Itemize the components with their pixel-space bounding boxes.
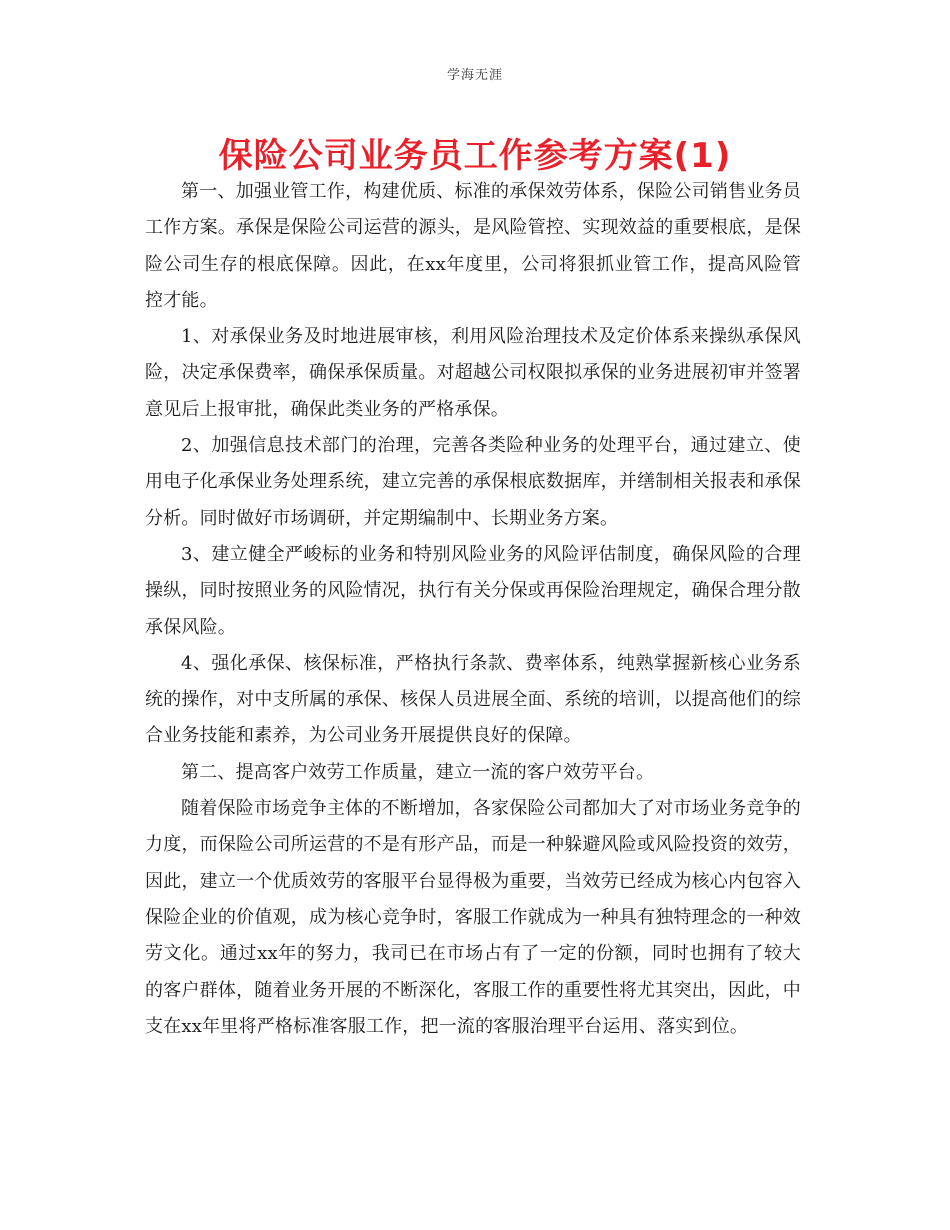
paragraph-item-1: 1、对承保业务及时地进展审核，利用风险治理技术及定价体系来操纵承保风险，决定承保费率，确保承保质量。对超越公司权限拟承保的业务进展初审并签署意见后上报审批，确保此类业务的严格承保。 — [145, 326, 801, 420]
paragraph-item-4: 4、强化承保、核保标准，严格执行条款、费率体系，纯熟掌握新核心业务系统的操作，对中支所属的承保、核保人员进展全面、系统的培训，以提高他们的综合业务技能和素养，为公司业务开展提供良好的保障。 — [145, 652, 801, 747]
paragraph-section-one-intro: 第一、加强业管工作，构建优质、标准的承保效劳体系，保险公司销售业务员工作方案。承保是保险公司运营的源头，是风险管控、实现效益的重要根底，是保险公司生存的根底保障。因此，在xx年度里，公司将狠抓业管工作，提高风险管控才能。 — [145, 181, 801, 311]
paragraph-item-3: 3、建立健全严峻标的业务和特别风险业务的风险评估制度，确保风险的合理操纵，同时按照业务的风险情况，执行有关分保或再保险治理规定，确保合理分散承保风险。 — [145, 543, 801, 638]
paragraph-section-two-body: 随着保险市场竞争主体的不断增加，各家保险公司都加大了对市场业务竞争的力度，而保险公司所运营的不是有形产品，而是一种躲避风险或风险投资的效劳，因此，建立一个优质效劳的客服平台显得极为重要，当效劳已经成为核心内包容入保险企业的价值观，成为核心竞争时，客服工作就成为一种具有独特理念的一种效劳文化。通过xx年的努力，我司已在市场占有了一定的份额，同时也拥有了较大的客户群体，随着业务开展的不断深化，客服工作的重要性将尤其突出，因此，中支在xx年里将严格标准客服工作，把一流的客服治理平台运用、落实到位。 — [145, 798, 801, 1037]
document-body — [145, 174, 801, 1045]
paragraph-item-2: 2、加强信息技术部门的治理，完善各类险种业务的处理平台，通过建立、使用电子化承保业务处理系统，建立完善的承保根底数据库，并缮制相关报表和承保分析。同时做好市场调研，并定期编制中、长期业务方案。 — [145, 435, 801, 529]
document-title: 保险公司业务员工作参考方案(1) — [218, 136, 732, 176]
page-header: 学海无涯 — [446, 68, 503, 83]
paragraph-section-two-heading: 第二、提高客户效劳工作质量，建立一流的客户效劳平台。 — [181, 761, 655, 783]
